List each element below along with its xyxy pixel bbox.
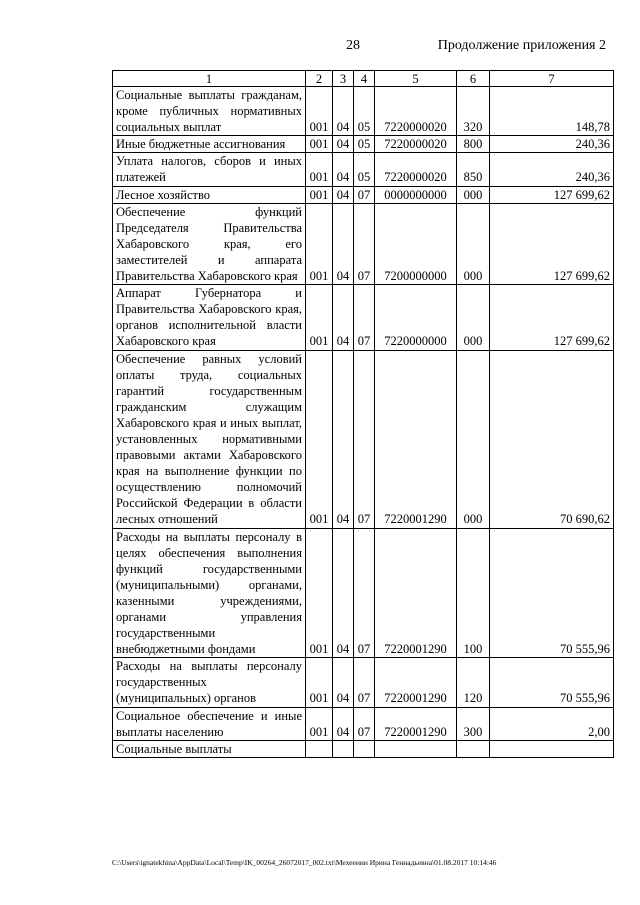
column-header: 3 [333, 71, 354, 87]
table-row [113, 153, 614, 186]
code-cell: 001 [306, 186, 333, 203]
code-cell [354, 740, 375, 757]
code-cell: 001 [306, 707, 333, 740]
amount-cell: 70 555,96 [490, 528, 614, 658]
code-cell: 800 [457, 136, 490, 153]
column-header: 2 [306, 71, 333, 87]
code-cell: 04 [333, 87, 354, 136]
code-cell: 850 [457, 153, 490, 186]
file-path-footer: C:\Users\ignatekhina\AppData\Local\Temp\IK_00264_26072017_002.txt\Мехеенин Ирина Геннадьевна\01.08.2017 10:14:46 [112, 858, 497, 867]
amount-cell: 70 555,96 [490, 658, 614, 707]
row-name-cell: Лесное хозяйство [113, 186, 306, 203]
code-cell: 04 [333, 658, 354, 707]
code-cell: 07 [354, 285, 375, 350]
code-cell: 04 [333, 285, 354, 350]
amount-cell: 127 699,62 [490, 186, 614, 203]
code-cell: 000 [457, 350, 490, 528]
table-row [113, 285, 614, 350]
code-cell: 04 [333, 707, 354, 740]
code-cell: 320 [457, 87, 490, 136]
amount-cell: 240,36 [490, 153, 614, 186]
amount-cell: 148,78 [490, 87, 614, 136]
amount-cell: 240,36 [490, 136, 614, 153]
column-header: 5 [375, 71, 457, 87]
code-cell: 7220000000 [375, 285, 457, 350]
amount-cell [490, 740, 614, 757]
code-cell [333, 740, 354, 757]
budget-table [112, 70, 614, 758]
code-cell: 7220000020 [375, 153, 457, 186]
code-cell: 001 [306, 350, 333, 528]
code-cell: 001 [306, 87, 333, 136]
code-cell: 120 [457, 658, 490, 707]
row-name-cell: Социальные выплаты [113, 740, 306, 757]
row-name-cell: Социальное обеспечение и иные выплаты населению [113, 707, 306, 740]
page-number: 28 [346, 38, 360, 53]
amount-cell: 127 699,62 [490, 203, 614, 284]
code-cell: 7200000000 [375, 203, 457, 284]
code-cell: 07 [354, 528, 375, 658]
code-cell: 7220001290 [375, 350, 457, 528]
code-cell [375, 740, 457, 757]
code-cell: 7220001290 [375, 528, 457, 658]
row-name-cell: Обеспечение равных условий оплаты труда, социальных гарантий государственным гражданским служащим Хабаровского края и иных выплат, установленных нормативными правовыми актами Хабаровского края на выполнение функции по осуществлению полномочий Российской Федерации в области лесных отношений [113, 350, 306, 528]
code-cell: 04 [333, 350, 354, 528]
row-name-cell: Расходы на выплаты персоналу государственных (муниципальных) органов [113, 658, 306, 707]
code-cell: 001 [306, 136, 333, 153]
code-cell: 001 [306, 153, 333, 186]
code-cell: 07 [354, 658, 375, 707]
code-cell: 100 [457, 528, 490, 658]
code-cell: 001 [306, 285, 333, 350]
amount-cell: 70 690,62 [490, 350, 614, 528]
code-cell: 04 [333, 203, 354, 284]
code-cell: 07 [354, 707, 375, 740]
table-row [113, 350, 614, 528]
code-cell: 04 [333, 136, 354, 153]
column-header: 7 [490, 71, 614, 87]
code-cell: 001 [306, 658, 333, 707]
row-name-cell: Иные бюджетные ассигнования [113, 136, 306, 153]
table-row [113, 707, 614, 740]
table-row [113, 87, 614, 136]
code-cell: 04 [333, 528, 354, 658]
table-row [113, 203, 614, 284]
table-header-row [113, 71, 614, 87]
column-header: 1 [113, 71, 306, 87]
code-cell: 0000000000 [375, 186, 457, 203]
row-name-cell: Обеспечение функций Председателя Правительства Хабаровского края, его заместителей и аппарата Правительства Хабаровского края [113, 203, 306, 284]
code-cell: 7220001290 [375, 707, 457, 740]
amount-cell: 2,00 [490, 707, 614, 740]
code-cell [306, 740, 333, 757]
column-header: 4 [354, 71, 375, 87]
code-cell: 04 [333, 153, 354, 186]
table-row [113, 528, 614, 658]
row-name-cell: Уплата налогов, сборов и иных платежей [113, 153, 306, 186]
row-name-cell: Расходы на выплаты персоналу в целях обеспечения выполнения функций государственными (муниципальными) органами, казенными учреждениями, органами управления государственными внебюджетными фондами [113, 528, 306, 658]
table-row [113, 658, 614, 707]
code-cell: 000 [457, 285, 490, 350]
code-cell: 000 [457, 186, 490, 203]
row-name-cell: Социальные выплаты гражданам, кроме публичных нормативных социальных выплат [113, 87, 306, 136]
code-cell [457, 740, 490, 757]
code-cell: 000 [457, 203, 490, 284]
table-row [113, 136, 614, 153]
continuation-label: Продолжение приложения 2 [437, 38, 606, 53]
code-cell: 7220001290 [375, 658, 457, 707]
code-cell: 001 [306, 528, 333, 658]
code-cell: 05 [354, 87, 375, 136]
code-cell: 7220000020 [375, 136, 457, 153]
code-cell: 07 [354, 186, 375, 203]
code-cell: 04 [333, 186, 354, 203]
code-cell: 05 [354, 136, 375, 153]
table-row [113, 186, 614, 203]
row-name-cell: Аппарат Губернатора и Правительства Хабаровского края, органов исполнительной власти Хабаровского края [113, 285, 306, 350]
code-cell: 001 [306, 203, 333, 284]
code-cell: 07 [354, 350, 375, 528]
table-row [113, 740, 614, 757]
code-cell: 7220000020 [375, 87, 457, 136]
code-cell: 300 [457, 707, 490, 740]
amount-cell: 127 699,62 [490, 285, 614, 350]
column-header: 6 [457, 71, 490, 87]
code-cell: 05 [354, 153, 375, 186]
code-cell: 07 [354, 203, 375, 284]
